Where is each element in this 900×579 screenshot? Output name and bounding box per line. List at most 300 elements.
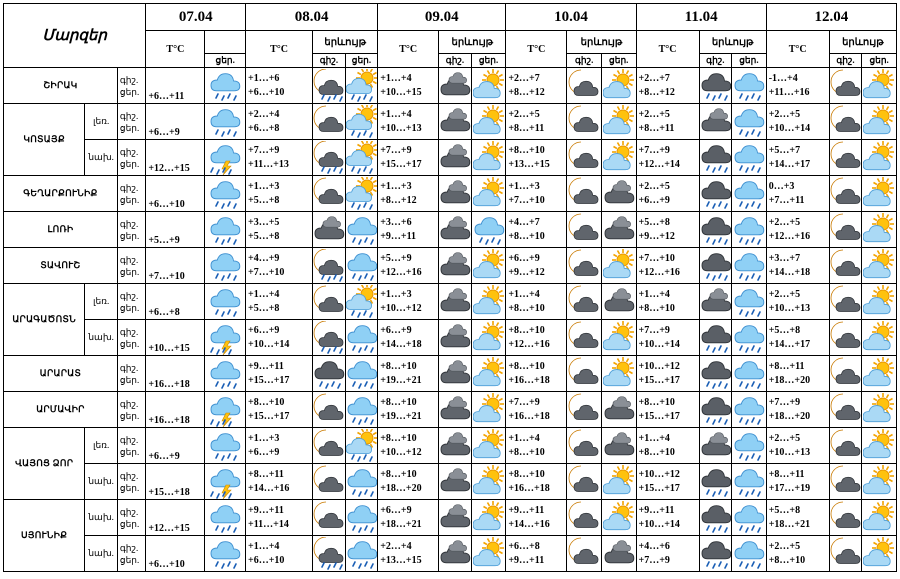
temp-range [766, 320, 829, 356]
night-temp: +1…+3 [248, 180, 280, 192]
night-weather-cell [567, 356, 602, 392]
day-weather-cell [862, 104, 897, 140]
temp-range [636, 428, 699, 464]
moon-cloud-icon [313, 105, 345, 139]
night-label: գիշ. [119, 398, 139, 409]
sun-cloud-icon [863, 177, 895, 211]
day-temp: +8…+10 [508, 230, 545, 242]
night-weather-cell [313, 248, 346, 284]
sun-cloud-icon [863, 105, 895, 139]
night-weather-cell [439, 140, 472, 176]
forecast-table-wrapper [3, 3, 897, 572]
temp-range [506, 428, 567, 464]
night-weather-cell [567, 212, 602, 248]
cloud-dark-icon [439, 321, 471, 355]
moon-cloud-icon [830, 501, 862, 535]
night-temp: +9…+11 [638, 504, 675, 516]
day-temp: +8…+12 [638, 86, 675, 98]
weather-cell [205, 428, 246, 464]
night-temp: +4…+9 [248, 252, 280, 264]
night-temp: +7…+9 [508, 396, 540, 408]
night-weather-cell [439, 392, 472, 428]
day-label: ցեր. [119, 158, 140, 169]
day-temp: +10…+14 [638, 338, 680, 350]
day-temp: +8…+10 [508, 446, 545, 458]
day-temp: +16…+18 [508, 482, 550, 494]
day-temp: +16…+18 [508, 410, 550, 422]
night-temp: +1…+4 [380, 108, 412, 120]
cloud-dark-icon [439, 213, 471, 247]
weather-cell [205, 104, 246, 140]
temp-range [766, 536, 829, 572]
day-temp: +15…+17 [638, 374, 680, 386]
night-weather-cell [699, 392, 732, 428]
night-temp: +2…+5 [508, 108, 540, 120]
day-weather-cell [732, 68, 767, 104]
day-temp: +5…+8 [248, 302, 280, 314]
temp-range [506, 320, 567, 356]
cloud-rain-icon [700, 501, 732, 535]
day-temp: +9…+11 [508, 554, 545, 566]
cloud-dark-icon [700, 285, 732, 319]
night-weather-cell [439, 248, 472, 284]
night-temp: +3…+7 [768, 252, 801, 264]
night-subheader: գիշ. [829, 54, 862, 68]
region-name: ՏԱՎՈՒՇ [4, 248, 118, 284]
day-weather-cell [862, 248, 897, 284]
day-weather-cell [862, 464, 897, 500]
weather-cell [205, 248, 246, 284]
cloud-dark-icon [603, 537, 635, 571]
moon-cloud-icon [830, 357, 862, 391]
day-temp: +18…+20 [768, 410, 811, 422]
moon-cloud-icon [568, 213, 600, 247]
moon-cloud-icon [313, 393, 345, 427]
night-day-labels [117, 104, 145, 140]
day-temp: +8…+10 [508, 302, 545, 314]
region-name: ՍՅՈՒՆԻՔ [4, 500, 85, 572]
day-temp: +5…+8 [248, 194, 280, 206]
night-temp: +3…+5 [248, 216, 280, 228]
region-name: ԱՐԱՐԱՏ [4, 356, 118, 392]
table-row [4, 104, 897, 140]
night-label: գիշ. [119, 254, 139, 265]
moon-cloud-icon [568, 285, 600, 319]
forecast-table [3, 3, 897, 572]
temp-range [636, 176, 699, 212]
cloud-dark-icon [700, 429, 732, 463]
night-temp: +9…+11 [248, 504, 284, 516]
day-weather-cell [862, 536, 897, 572]
temp-range [246, 284, 313, 320]
day-weather-cell [471, 392, 506, 428]
day-weather-cell [862, 500, 897, 536]
night-weather-cell [829, 140, 862, 176]
night-weather-cell [439, 500, 472, 536]
temp-range [636, 392, 699, 428]
night-day-labels [117, 392, 145, 428]
zone-label: նախ. [85, 500, 118, 536]
moon-cloud-icon [830, 69, 862, 103]
night-weather-cell [567, 248, 602, 284]
day-temp: +10…+13 [380, 122, 422, 134]
temp-range: +6…+9 [146, 104, 205, 140]
moon-cloud-icon [568, 429, 600, 463]
night-weather-cell [313, 428, 346, 464]
day-weather-cell [601, 536, 636, 572]
cloud-rain-icon [700, 249, 732, 283]
day-subheader: ցեր. [732, 54, 767, 68]
temp-range: +6…+8 [146, 284, 205, 320]
rain-icon [473, 213, 505, 247]
day-weather-cell [732, 176, 767, 212]
temp-header: T°C [146, 31, 205, 68]
temp-range: +6…+10 [146, 176, 205, 212]
date-header: 12.04 [766, 4, 896, 31]
day-temp: +15…+17 [638, 410, 680, 422]
day-weather-cell [732, 392, 767, 428]
cloud-rain-icon [700, 537, 732, 571]
sun-cloud-icon [473, 393, 505, 427]
night-label: գիշ. [119, 506, 139, 517]
night-temp: +5…+9 [380, 252, 412, 264]
night-weather-cell [829, 284, 862, 320]
temp-range [378, 356, 439, 392]
night-weather-cell [439, 284, 472, 320]
temp-range [246, 212, 313, 248]
region-header: Մարզեր [4, 4, 146, 68]
night-temp: +1…+4 [638, 432, 670, 444]
weather-header: երևույթ [567, 31, 636, 54]
night-temp: +7…+9 [248, 144, 280, 156]
day-weather-cell [732, 140, 767, 176]
day-temp: +8…+10 [638, 302, 675, 314]
day-weather-cell [601, 140, 636, 176]
night-temp: +5…+7 [768, 144, 801, 156]
night-temp: +1…+3 [248, 432, 280, 444]
weather-cell [205, 392, 246, 428]
day-weather-cell [732, 536, 767, 572]
cloud-dark-icon [439, 465, 471, 499]
day-weather-cell [601, 68, 636, 104]
rain-icon [209, 249, 241, 283]
table-row [4, 140, 897, 176]
day-temp: +14…+18 [768, 266, 811, 278]
moon-cloud-icon [568, 141, 600, 175]
night-weather-cell [829, 68, 862, 104]
day-weather-cell [471, 464, 506, 500]
temp-range [506, 140, 567, 176]
weather-header: երևույթ [439, 31, 506, 54]
night-temp: +7…+9 [380, 144, 412, 156]
temp-range [378, 392, 439, 428]
rain-icon [346, 465, 378, 499]
day-temp: +7…+10 [508, 194, 545, 206]
day-weather-cell [345, 212, 378, 248]
night-weather-cell [313, 176, 346, 212]
cloud-rain-icon [700, 213, 732, 247]
night-temp: +9…+11 [508, 504, 545, 516]
night-weather-cell [439, 428, 472, 464]
cloud-dark-icon [439, 429, 471, 463]
region-name: ՇԻՐԱԿ [4, 68, 118, 104]
moon-cloud-icon [830, 213, 862, 247]
day-subheader: ցեր. [205, 54, 246, 68]
zone-label: նախ. [85, 464, 118, 500]
cloud-dark-icon [439, 285, 471, 319]
moon-rain-icon [313, 537, 345, 571]
sun-cloud-icon [863, 429, 895, 463]
night-weather-cell [699, 104, 732, 140]
rain-icon [209, 357, 241, 391]
day-weather-cell [471, 284, 506, 320]
night-weather-cell [439, 68, 472, 104]
temp-range [506, 464, 567, 500]
zone-label: լեռ. [85, 428, 118, 464]
night-day-labels [117, 176, 145, 212]
temp-range [378, 500, 439, 536]
night-temp: -1…+4 [768, 72, 798, 84]
night-weather-cell [313, 392, 346, 428]
night-weather-cell [699, 356, 732, 392]
day-subheader: ցեր. [471, 54, 506, 68]
rain-icon [346, 213, 378, 247]
night-temp: +2…+5 [638, 108, 670, 120]
night-weather-cell [567, 464, 602, 500]
rain-icon [209, 213, 241, 247]
day-temp: +6…+10 [248, 554, 285, 566]
cloud-dark-icon [439, 357, 471, 391]
day-temp: +9…+12 [508, 266, 545, 278]
night-label: գիշ. [119, 326, 139, 337]
day-weather-cell [732, 104, 767, 140]
temp-range [378, 104, 439, 140]
temp-range [246, 320, 313, 356]
temp-range [636, 140, 699, 176]
cloud-dark-icon [603, 429, 635, 463]
sun-rain-icon [346, 285, 378, 319]
temp-range [766, 176, 829, 212]
table-row [4, 536, 897, 572]
night-temp: +9…+11 [248, 360, 284, 372]
night-temp: +2…+5 [768, 288, 801, 300]
night-temp: +6…+9 [248, 324, 280, 336]
night-weather-cell [829, 212, 862, 248]
moon-cloud-icon [313, 501, 345, 535]
moon-cloud-icon [830, 429, 862, 463]
day-label: ցեր. [119, 338, 140, 349]
night-weather-cell [829, 392, 862, 428]
rain-icon [733, 537, 765, 571]
weather-cell [205, 500, 246, 536]
moon-cloud-icon [568, 465, 600, 499]
cloud-rain-icon [700, 141, 732, 175]
night-temp: +3…+6 [380, 216, 412, 228]
night-temp: +1…+4 [508, 288, 540, 300]
day-weather-cell [862, 212, 897, 248]
night-temp: +8…+10 [380, 432, 417, 444]
temp-range [766, 140, 829, 176]
night-weather-cell [313, 68, 346, 104]
table-row [4, 212, 897, 248]
night-label: գիշ. [119, 110, 139, 121]
temp-range [506, 248, 567, 284]
day-temp: +11…+16 [768, 86, 810, 98]
day-weather-cell [601, 248, 636, 284]
weather-cell [205, 464, 246, 500]
day-temp: +6…+9 [638, 194, 670, 206]
cloud-rain-icon [700, 357, 732, 391]
moon-cloud-icon [568, 105, 600, 139]
sun-rain-icon [346, 69, 378, 103]
night-temp: +8…+10 [380, 468, 417, 480]
day-temp: +18…+21 [768, 518, 811, 530]
day-weather-cell [345, 140, 378, 176]
night-weather-cell [699, 284, 732, 320]
day-temp: +7…+10 [248, 266, 285, 278]
weather-cell [205, 320, 246, 356]
night-weather-cell [567, 392, 602, 428]
night-weather-cell [829, 536, 862, 572]
day-temp: +15…+17 [248, 374, 290, 386]
temp-range [246, 464, 313, 500]
sun-cloud-icon [473, 141, 505, 175]
table-row [4, 176, 897, 212]
night-weather-cell [699, 500, 732, 536]
temp-range [766, 284, 829, 320]
sun-cloud-icon [603, 249, 635, 283]
table-row [4, 392, 897, 428]
day-weather-cell [732, 464, 767, 500]
sun-cloud-icon [473, 285, 505, 319]
sun-rain-icon [346, 429, 378, 463]
cloud-rain-icon [700, 393, 732, 427]
night-temp: +2…+7 [638, 72, 670, 84]
weather-cell [205, 140, 246, 176]
day-label: ցեր. [119, 482, 140, 493]
night-weather-cell [699, 536, 732, 572]
moon-cloud-icon [568, 321, 600, 355]
day-weather-cell [601, 104, 636, 140]
temp-range: +5…+9 [146, 212, 205, 248]
day-temp: +10…+13 [768, 446, 811, 458]
zone-label: լեռ. [85, 104, 118, 140]
rain-icon [209, 285, 241, 319]
night-weather-cell [699, 176, 732, 212]
night-day-labels [117, 356, 145, 392]
sun-cloud-icon [473, 177, 505, 211]
region-name: ԱՐՄԱՎԻՐ [4, 392, 118, 428]
night-label: գիշ. [119, 218, 139, 229]
day-temp: +14…+17 [768, 158, 811, 170]
sun-cloud-icon [863, 537, 895, 571]
temp-range [378, 428, 439, 464]
night-subheader: գիշ. [439, 54, 472, 68]
night-temp: +2…+5 [768, 432, 801, 444]
day-temp: +5…+8 [248, 230, 280, 242]
day-weather-cell [345, 68, 378, 104]
night-weather-cell [699, 464, 732, 500]
moon-cloud-icon [568, 537, 600, 571]
temp-range [378, 212, 439, 248]
sun-cloud-icon [473, 105, 505, 139]
day-subheader: ցեր. [601, 54, 636, 68]
night-temp: 0…+3 [768, 180, 795, 192]
day-weather-cell [732, 356, 767, 392]
weather-cell [205, 356, 246, 392]
temp-range: +12…+15 [146, 140, 205, 176]
moon-rain-icon [313, 69, 345, 103]
night-temp: +8…+10 [508, 360, 545, 372]
night-day-labels [117, 68, 145, 104]
day-temp: +14…+18 [380, 338, 422, 350]
moon-cloud-icon [568, 357, 600, 391]
temp-range [246, 248, 313, 284]
cloud-dark-icon [439, 105, 471, 139]
moon-rain-icon [313, 321, 345, 355]
night-weather-cell [567, 176, 602, 212]
rain-icon [733, 213, 765, 247]
night-temp: +5…+8 [768, 504, 801, 516]
temp-range [506, 176, 567, 212]
day-label: ցեր. [119, 554, 140, 565]
temp-range [246, 392, 313, 428]
day-temp: +7…+11 [768, 194, 805, 206]
night-weather-cell [829, 464, 862, 500]
night-weather-cell [313, 536, 346, 572]
sun-cloud-icon [863, 501, 895, 535]
table-row [4, 248, 897, 284]
day-weather-cell [471, 212, 506, 248]
day-weather-cell [345, 176, 378, 212]
temp-range: +6…+9 [146, 428, 205, 464]
night-weather-cell [313, 212, 346, 248]
night-subheader: գիշ. [313, 54, 346, 68]
day-label: ցեր. [119, 374, 140, 385]
temp-range [246, 536, 313, 572]
night-temp: +8…+11 [768, 468, 805, 480]
sun-rain-icon [346, 105, 378, 139]
rain-icon [209, 177, 241, 211]
night-weather-cell [439, 320, 472, 356]
day-weather-cell [471, 500, 506, 536]
temp-range [378, 176, 439, 212]
day-weather-cell [471, 356, 506, 392]
day-temp: +16…+18 [508, 374, 550, 386]
sun-cloud-icon [863, 321, 895, 355]
night-temp: +8…+10 [508, 468, 545, 480]
cloud-dark-icon [313, 213, 345, 247]
table-row [4, 284, 897, 320]
day-weather-cell [471, 176, 506, 212]
temp-range [636, 284, 699, 320]
sun-cloud-icon [863, 357, 895, 391]
night-temp: +8…+10 [380, 360, 417, 372]
day-weather-cell [862, 176, 897, 212]
rain-icon [209, 501, 241, 535]
rain-icon [733, 177, 765, 211]
day-weather-cell [471, 68, 506, 104]
temp-range [766, 464, 829, 500]
temp-range [636, 104, 699, 140]
temp-header: T°C [506, 31, 567, 68]
day-label: ցեր. [119, 518, 140, 529]
night-weather-cell [313, 140, 346, 176]
rain-icon [346, 501, 378, 535]
temp-range [636, 356, 699, 392]
night-temp: +1…+3 [508, 180, 540, 192]
night-temp: +2…+7 [508, 72, 540, 84]
